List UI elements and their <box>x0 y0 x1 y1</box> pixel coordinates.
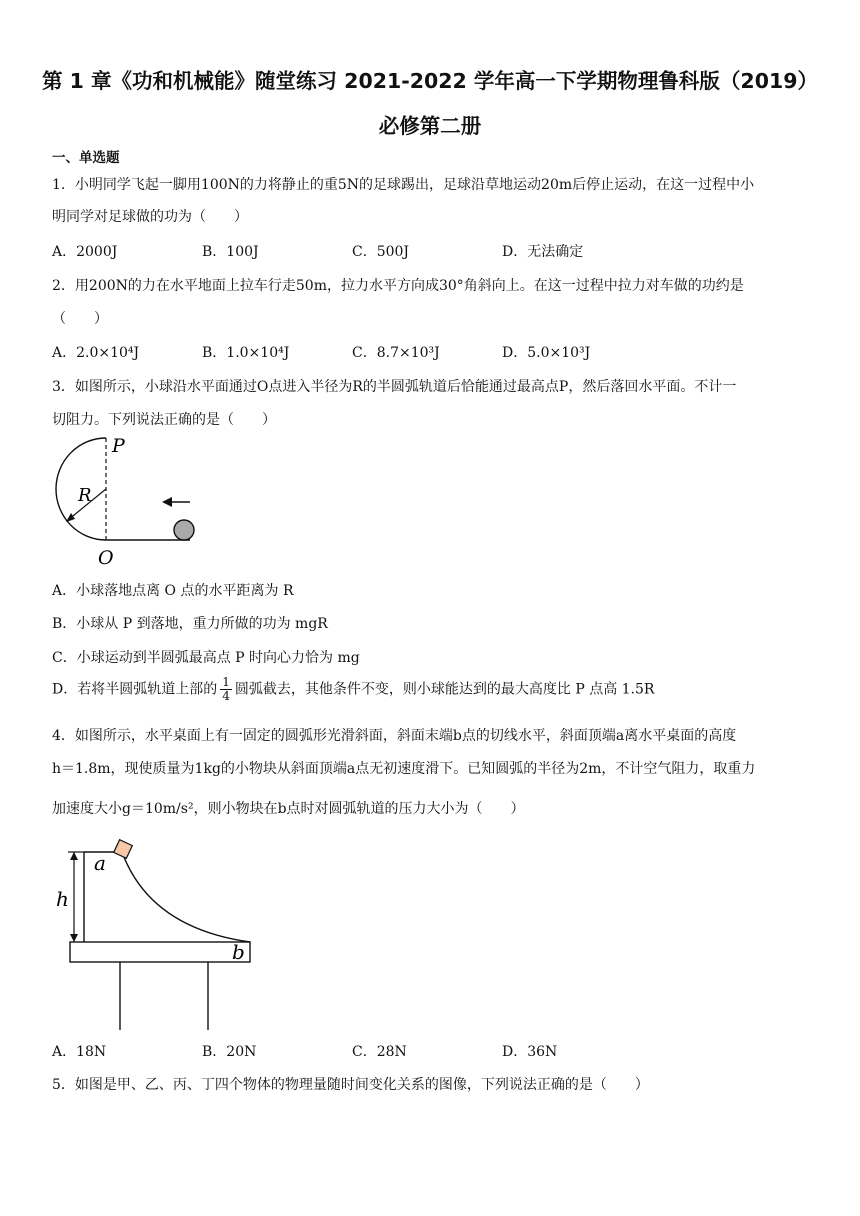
q2-option-b[interactable]: B．1.0×10⁴J <box>202 345 290 361</box>
q4-arc-slope <box>122 852 250 942</box>
doc-title-line2: 必修第二册 <box>378 114 482 138</box>
q1-option-c[interactable]: C．500J <box>352 244 410 260</box>
q3-option-d-fraction <box>220 676 232 703</box>
q1-options <box>52 241 812 261</box>
q2-stem-line2: （ ） <box>52 311 108 327</box>
section-heading: 一、单选题 <box>52 150 120 166</box>
q4-label-a: a <box>94 851 106 875</box>
q4-option-a[interactable]: A．18N <box>52 1044 107 1060</box>
q3-figure-semicircle-track <box>48 430 208 572</box>
q3-label-r: R <box>78 485 92 506</box>
q1-stem-line1: 1．小明同学飞起一脚用100N的力将静止的重5N的足球踢出，足球沿草地运动20m后停止运动，在这一过程中小 <box>52 177 755 193</box>
q5-stem-line1: 5．如图是甲、乙、丙、丁四个物体的物理量随时间变化关系的图像，下列说法正确的是（ ） <box>52 1077 649 1093</box>
q4-height-arrow-top <box>70 852 78 860</box>
q2-option-a[interactable]: A．2.0×10⁴J <box>52 345 140 361</box>
q4-figure-arc-slope <box>50 838 260 1038</box>
q3-option-d-text-after: 圆弧截去，其他条件不变，则小球能达到的最大高度比 P 点高 1.5R <box>234 681 655 698</box>
q4-block <box>114 840 133 859</box>
q4-stem-line1: 4．如图所示，水平桌面上有一固定的圆弧形光滑斜面，斜面末端b点的切线水平，斜面顶端a离水平桌面的高度 <box>52 728 737 744</box>
q3-stem-line2: 切阻力。下列说法正确的是（ ） <box>52 412 276 428</box>
q1-option-b[interactable]: B．100J <box>202 244 259 260</box>
q2-option-d[interactable]: D．5.0×10³J <box>502 345 591 361</box>
q4-stem-line3: 加速度大小g＝10m/s²，则小物块在b点时对圆弧轨道的压力大小为（ ） <box>52 801 525 817</box>
q3-stem-line1: 3．如图所示，小球沿水平面通过O点进入半径为R的半圆弧轨道后恰能通过最高点P，然后落回水平面。不计一 <box>52 379 737 395</box>
q4-option-b[interactable]: B．20N <box>202 1044 257 1060</box>
q3-option-b[interactable]: B．小球从 P 到落地，重力所做的功为 mgR <box>52 616 328 632</box>
fraction-denominator: 4 <box>222 689 230 703</box>
q3-label-o: O <box>98 547 114 569</box>
q3-option-a[interactable]: A．小球落地点离 O 点的水平距离为 R <box>52 583 294 599</box>
q3-radius-arrowhead <box>66 513 75 522</box>
q4-label-h: h <box>56 887 69 911</box>
q1-option-d[interactable]: D．无法确定 <box>502 244 584 260</box>
q3-option-d[interactable] <box>52 676 654 703</box>
q2-options <box>52 342 812 362</box>
q4-stem-line2: h＝1.8m，现使质量为1kg的小物块从斜面顶端a点无初速度滑下。已知圆弧的半径为2m，不计空气阻力，取重力 <box>52 761 756 777</box>
q4-table-top <box>70 942 250 962</box>
q3-option-c[interactable]: C．小球运动到半圆弧最高点 P 时向心力恰为 mg <box>52 650 360 666</box>
q2-option-c[interactable]: C．8.7×10³J <box>352 345 440 361</box>
q4-height-arrow-bottom <box>70 934 78 942</box>
q4-option-c[interactable]: C．28N <box>352 1044 407 1060</box>
q2-stem-line1: 2．用200N的力在水平地面上拉车行走50m，拉力水平方向成30°角斜向上。在这一过程中拉力对车做的功约是 <box>52 278 744 294</box>
q3-velocity-arrowhead <box>162 497 172 507</box>
q4-label-b: b <box>232 940 245 964</box>
doc-title-line1: 第 1 章《功和机械能》随堂练习 2021-2022 学年高一下学期物理鲁科版（2019） <box>42 69 818 93</box>
q4-options <box>52 1041 812 1061</box>
fraction-numerator: 1 <box>222 675 230 689</box>
q3-option-d-text-before: D．若将半圆弧轨道上部的 <box>52 681 218 698</box>
q1-option-a[interactable]: A．2000J <box>52 244 118 260</box>
q3-ball <box>174 520 194 540</box>
q1-stem-line2: 明同学对足球做的功为（ ） <box>52 209 248 225</box>
q3-label-p: P <box>112 435 125 457</box>
q4-option-d[interactable]: D．36N <box>502 1044 558 1060</box>
